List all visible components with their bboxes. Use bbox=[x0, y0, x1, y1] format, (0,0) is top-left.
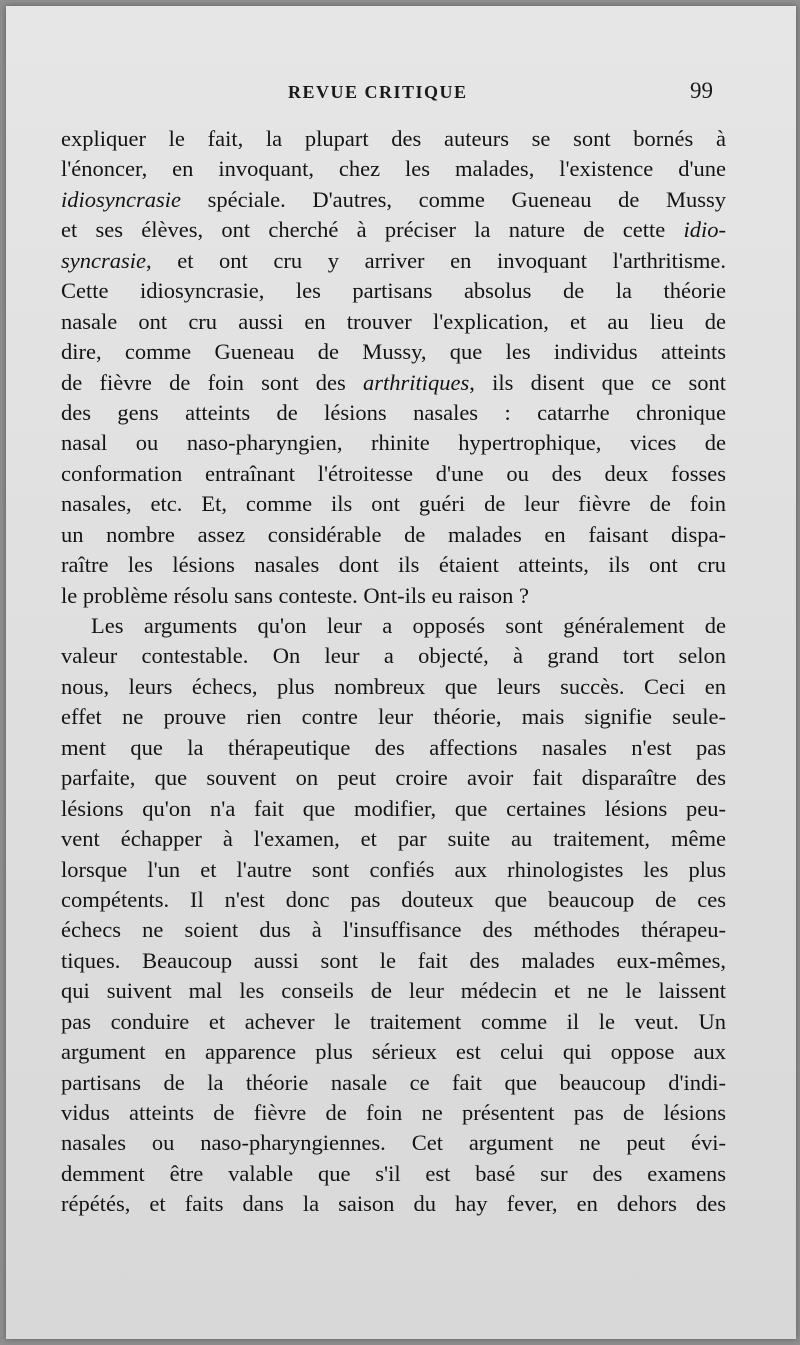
text-line bbox=[61, 215, 726, 245]
text-line: l'énoncer, en invoquant, chez les malades, l'existence d'une bbox=[61, 156, 726, 182]
text-span: , ils disent que ce sont bbox=[469, 369, 726, 395]
text-line: nous, leurs échecs, plus nombreux que leurs succès. Ceci en bbox=[61, 673, 726, 699]
text-line: nasales ou naso-pharyngiennes. Cet argument ne peut évi- bbox=[61, 1130, 726, 1156]
text-span: spéciale. D'autres, comme Gueneau de Mussy bbox=[180, 186, 726, 212]
text-span: , et ont cru y arriver en invoquant l'arthritisme. bbox=[145, 247, 726, 273]
text-line: demment être valable que s'il est basé sur des examens bbox=[61, 1160, 726, 1186]
italic-term: arthritiques bbox=[363, 369, 470, 395]
text-line bbox=[61, 185, 726, 215]
text-line: nasales, etc. Et, comme ils ont guéri de leur fièvre de foin bbox=[61, 491, 726, 517]
text-line: tiques. Beaucoup aussi sont le fait des malades eux-mêmes, bbox=[61, 947, 726, 973]
text-line: parfaite, que souvent on peut croire avoir fait disparaître des bbox=[61, 765, 726, 791]
text-line: nasale ont cru aussi en trouver l'explication, et au lieu de bbox=[61, 308, 726, 334]
text-line: dire, comme Gueneau de Mussy, que les individus atteints bbox=[61, 339, 726, 365]
text-line: lorsque l'un et l'autre sont confiés aux rhinologistes les plus bbox=[61, 856, 726, 882]
text-line: partisans de la théorie nasale ce fait que beaucoup d'indi- bbox=[61, 1069, 726, 1095]
page-number: 99 bbox=[690, 78, 713, 103]
text-line: expliquer le fait, la plupart des auteurs se sont bornés à bbox=[61, 126, 726, 151]
text-line: des gens atteints de lésions nasales : catarrhe chronique bbox=[61, 399, 726, 425]
text-line bbox=[61, 368, 726, 398]
text-line: échecs ne soient dus à l'insuffisance des méthodes thérapeu- bbox=[61, 917, 726, 943]
text-line: Les arguments qu'on leur a opposés sont généralement de bbox=[91, 613, 726, 638]
text-line: pas conduire et achever le traitement comme il le veut. Un bbox=[61, 1008, 726, 1034]
text-line: effet ne prouve rien contre leur théorie, mais signifie seule- bbox=[61, 704, 726, 730]
text-line bbox=[61, 246, 726, 276]
text-line: compétents. Il n'est donc pas douteux que beaucoup de ces bbox=[61, 886, 726, 912]
book-page bbox=[6, 6, 796, 1339]
text-line: vidus atteints de fièvre de foin ne présentent pas de lésions bbox=[61, 1100, 726, 1125]
italic-term: idiosyncrasie bbox=[61, 186, 181, 212]
text-span: de fièvre de foin sont des bbox=[61, 369, 364, 395]
text-line: valeur contestable. On leur a objecté, à grand tort selon bbox=[61, 643, 726, 669]
text-line: qui suivent mal les conseils de leur médecin et ne le laissent bbox=[61, 978, 726, 1004]
running-title: REVUE CRITIQUE bbox=[288, 82, 468, 102]
body-text bbox=[61, 124, 726, 1220]
text-line: vent échapper à l'examen, et par suite au traitement, même bbox=[61, 826, 726, 852]
text-line: ment que la thérapeutique des affections nasales n'est pas bbox=[61, 734, 726, 760]
text-line: le problème résolu sans conteste. Ont-ils eu raison ? bbox=[61, 582, 529, 608]
text-line: répétés, et faits dans la saison du hay fever, en dehors des bbox=[61, 1191, 726, 1217]
text-line: raître les lésions nasales dont ils étaient atteints, ils ont cru bbox=[61, 552, 726, 578]
text-span: et ses élèves, ont cherché à préciser la nature de cette bbox=[61, 217, 684, 243]
text-line: nasal ou naso-pharyngien, rhinite hypertrophique, vices de bbox=[61, 430, 726, 456]
text-line: un nombre assez considérable de malades en faisant dispa- bbox=[61, 521, 726, 547]
italic-term: syncrasie bbox=[61, 247, 146, 273]
text-line: lésions qu'on n'a fait que modifier, que certaines lésions peu- bbox=[61, 795, 726, 821]
text-line: argument en apparence plus sérieux est celui qui oppose aux bbox=[61, 1039, 726, 1065]
text-line: Cette idiosyncrasie, les partisans absolus de la théorie bbox=[61, 278, 726, 304]
running-head bbox=[6, 78, 796, 108]
italic-term: idio- bbox=[683, 217, 726, 243]
text-line: conformation entraînant l'étroitesse d'une ou des deux fosses bbox=[61, 460, 726, 486]
